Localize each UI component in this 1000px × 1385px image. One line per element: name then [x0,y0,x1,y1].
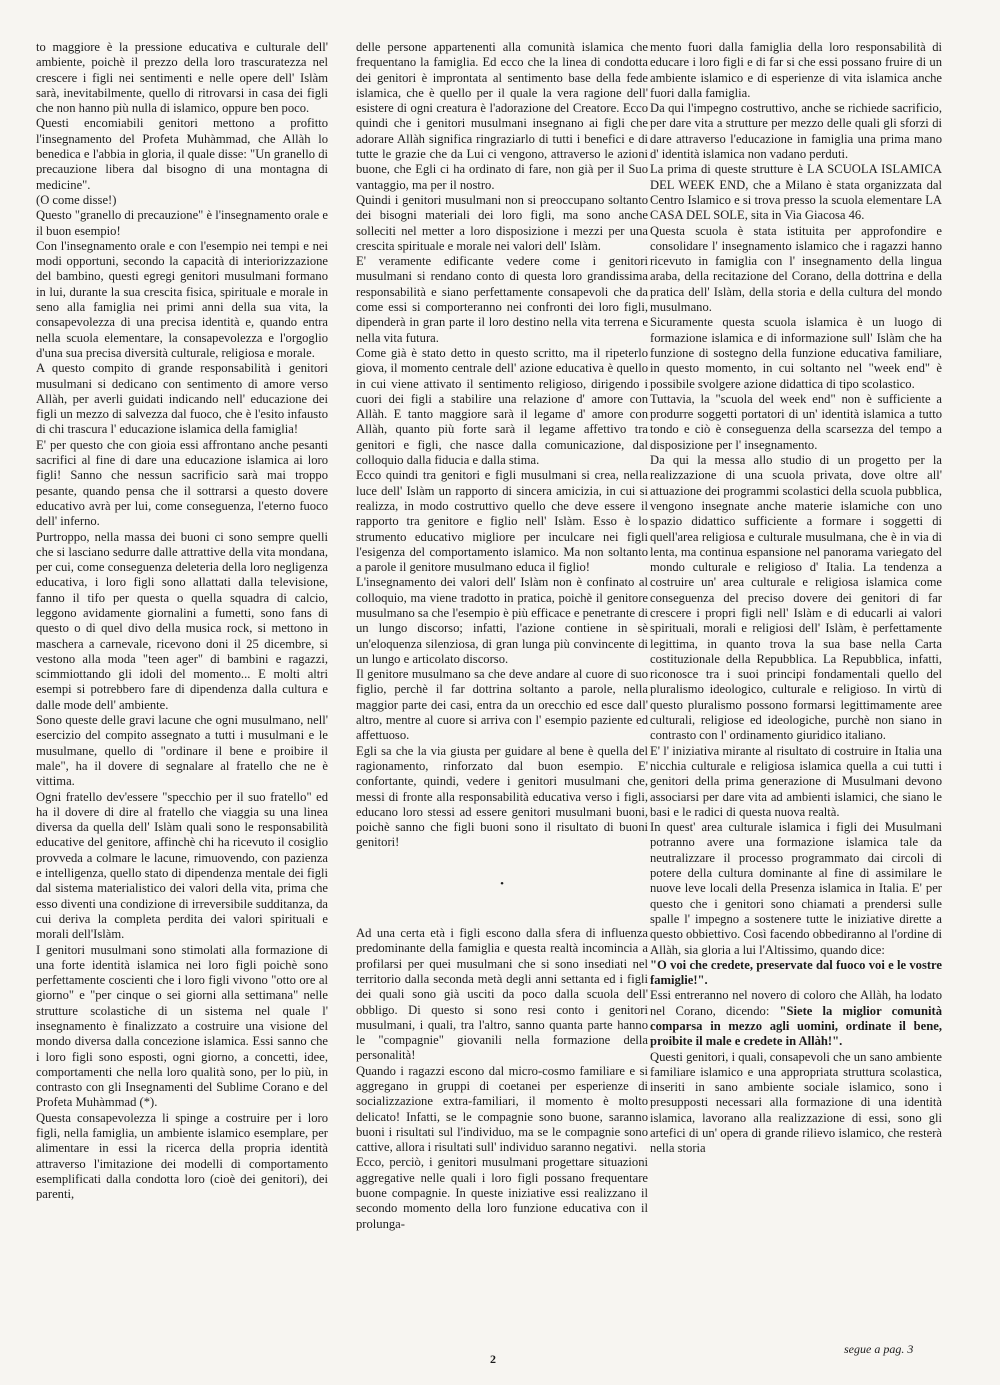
quran-quote-inline: "Siete la miglior comunità comparsa in mezzo agli uomini, ordinate il bene, proibite il male e credete in Allàh!". [650,1003,942,1049]
paragraph: Purtroppo, nella massa dei buoni ci sono sempre quelli che si lasciano sedurre dalle attrattive della vita mondana, per cui, come conseguenza deleteria della loro negligenza educativa, i loro figli sono allattati dalla televisione, fanno il tifo per questa o quella squadra di calcio, leggono avidamente giornalini a fumetti, sono fans di questo o di quel divo della musica rock, si mettono in maschera a carnevale, ricevono doni il 25 dicembre, si vestono alla moda "teen ager" di bambini e ragazzi, scimmiottando gli idoli del momento... E molti altri esempi si potrebbero fare di dipendenza dalla cultura e dalle mode dell' ambiente. [36,529,328,712]
paragraph: (O come disse!) [36,192,117,207]
paragraph: E' per questo che con gioia essi affrontano anche pesanti sacrifici al fine di dare una educazione islamica ai loro figli! Sanno che nessun sacrificio sarà mai troppo pesante, quando pensa che il sottrarsi a questo dovere educativo avrà per lui, come conseguenza, l'eterno fuoco dell' inferno. [36,437,328,529]
paragraph: delle persone appartenenti alla comunità islamica che frequentano la famiglia. Ed ecco che la linea di condotta dei genitori è improntata al sentimento base della fede islamica, che è quello per il quale la vera ragione dell' esistere di ogni creatura è l'adorazione del Creatore. Ecco quindi che i genitori musulmani insegnano ai figli che adorare Allàh significa ringraziarlo di tutti i benefici e di tutte le grazie che da Lui ci vengono, attraverso le azioni buone, che Egli ci ha ordinato di fare, non già per il Suo vantaggio, ma per il nostro. [356,40,648,192]
page-number: 2 [490,1352,496,1366]
paragraph: Ogni fratello dev'essere "specchio per il suo fratello" ed ha il dovere di dire al fratello che viaggia su una linea diversa da quella dell' Islàm quali sono le responsabilità educative del genitore, affinchè chi ha ricevuto il cosiglio provveda a colmare le lacune, rimuovendo, con pazienza e intelligenza, quello stato di dipendenza mentale dei figli dal sistema materialistico dei valori della vita, prima che esso diventi una condizione di irreversibile sudditanza, da cui deriva la completa perdita dei valori spirituali e morali dell'Islàm. [36,789,328,942]
paragraph: Tuttavia, la "scuola del week end" non è sufficiente a produrre soggetti portatori di un' identità islamica a tutto tondo e ciò è conseguenza della scarsezza del tempo a disposizione per l' insegnamento. [650,391,942,452]
quran-quote: "O voi che credete, preservate dal fuoco voi e le vostre famiglie!". [650,957,942,988]
paragraph: Quando i ragazzi escono dal micro-cosmo familiare e si aggregano in gruppi di coetanei per esperienze di socializzazione extra-familiari, il momento è molto delicato! Infatti, se le compagnie sono buone, saranno buoni i risultati sul l'individuo, ma se le compagnie sono cattive, allora i risultati sull' individuo saranno negativi. [356,1063,648,1155]
paragraph: Sicuramente questa scuola islamica è un luogo di formazione islamica e di informazione sull' Islàm che ha funzione di sostegno della funzione educativa familiare, in questo momento, in cui soltanto nel "week end" è possibile svolgere azione didattica di tipo scolastico. [650,315,942,391]
paragraph: La prima di queste strutture è LA SCUOLA ISLAMICA DEL WEEK END, che a Milano è stata organizzata dal Centro Islamico e si trova presso la scuola elementare LA CASA DEL SOLE, sita in Via Giacosa 46. [650,162,942,223]
paragraph: Ad una certa età i figli escono dalla sfera di influenza predominante della famiglia e questa realtà incomincia a profilarsi per quei musulmani che si sono insediati nel territorio dalla seconda metà degli anni settanta ed i figli dei quali sono già usciti da poco dalla scuola dell' obbligo. Di questo si sono resi conto i genitori musulmani, i quali, tra l'altro, sanno quanta parte hanno le "compagnie" giovanili nella formazione della personalità! [356,926,648,1063]
paragraph: A questo compito di grande responsabilità i genitori musulmani si dedicano con sentimento di amore verso Allàh, per averli guidati indicando nell' educazione dei figli un mezzo di salvezza dal fuoco, che è l'esito infausto di chi trascura l' educazione islamica della famiglia! [36,361,328,437]
paragraph: I genitori musulmani sono stimolati alla formazione di una forte identità islamica nei loro figli poichè sono perfettamente coscienti che i loro figli vivono "otto ore al giorno" e "per cinque o sei giorni alla settimana" nelle strutture scolastiche di un sistema nel quale l' insegnamento è finalizzato a costruire una visione del mondo diversa dalla concezione islamica. Essi sanno che i loro figli sono esposti, ogni giorno, a concetti, idee, comportamenti che nella loro qualità sono, per lo più, in contrasto con gli Insegnamenti del Sublime Corano e del Profeta Muhàmmad (*). [36,942,328,1110]
paragraph-text: Essi entreranno nel novero di coloro che Allàh, ha lodato nel Corano, dicendo: [650,988,942,1018]
paragraph: Egli sa che la via giusta per guidare al bene è quella del ragionamento, rinforzato dal buon esempio. E' confortante, quindi, vedere i genitori musulmani che, messi di fronte alla responsabilità educativa verso i figli, educano loro stessi ad essere genitori musulmani buoni, poichè sanno che figli buoni sono il risultato di buoni genitori! [356,743,648,850]
paragraph: Il genitore musulmano sa che deve andare al cuore di suo figlio, perchè il far dottrina soltanto a parole, nella maggior parte dei casi, entra da un orecchio ed esce dall' altro, mentre al cuore si arriva con l' esempio paziente ed affettuoso. [356,667,648,743]
paragraph: to maggiore è la pressione educativa e culturale dell' ambiente, poichè il prezzo della loro trascuratezza nel crescere i figli nei sentimenti e nelle opere dell' Islàm sarà, inevitabilmente, quello di ritrovarsi in casa dei figli che non hanno più nulla di islamico, oppure ben poco. [36,40,328,116]
paragraph: E' veramente edificante vedere come i genitori musulmani si rendano conto di questa loro grandissima responsabilità e siano perfettamente consapevoli che da come essi si comporteranno nei confronti dei loro figli, dipenderà in gran parte il loro destino nella vita terrena e nella vita futura. [356,254,648,345]
paragraph: Sono queste delle gravi lacune che ogni musulmano, nell' esercizio del compito assegnato a tutti i musulmani e le musulmane, quello di "ordinare il bene e proibire il male", ha il dovere di segnalare al fratello che ne è vittima. [36,713,328,789]
paragraph [650,988,942,1049]
paragraph: Questi genitori, i quali, consapevoli che un sano ambiente familiare islamico e una appropriata struttura scolastica, inseriti in sano ambiente sociale islamico, sono i presupposti necessari alla formazione di una identità islamica, lavorano alla realizzazione di essi, sono gli artefici di un' opera di grande rilievo islamico, che resterà nella storia [650,1049,942,1156]
paragraph: Questa scuola è stata istituita per approfondire e consolidare l' insegnamento islamico che i ragazzi hanno ricevuto in famiglia con l' insegnamento della lingua araba, della recitazione del Corano, della dottrina e della pratica dell' Islàm, della storia e della cultura del mondo musulmano. [650,223,942,315]
continued-note: segue a pag. 3 [844,1342,914,1356]
paragraph: Con l'insegnamento orale e con l'esempio nei tempi e nei modi opportuni, secondo la capacità di interiorizzazione del bambino, questi egregi genitori musulmani formano in lui, durante la sua crescita fisica, spirituale e morale in seno alla famiglia nei primi anni della sua vita, la consapevolezza di una precisa identità e, quando entra nella scuola elementare, la consapevolezza e l'orgoglio d'una sua precisa diversità culturale, religiosa e morale. [36,238,328,360]
paragraph: Da qui la messa allo studio di un progetto per la realizzazione di una scuola privata, dove oltre all' attuazione dei programmi scolastici della scuola pubblica, vengono insegnate anche materie islamiche con uno spazio didattico sufficiente a formare i soggetti di quell'area religiosa e culturale musulmana, che è in via di lenta, ma continua espansione nel panorama variegato del mondo culturale e religioso d' Italia. La tendenza a costruire un' area culturale e religiosa islamica come conseguenza del preciso dovere dei genitori di far crescere i propri figli nell' Islàm e di educarli ai valori spirituali, morali e religiosi dell' Islàm, è perfettamente legittima, in quanto trova la sua base nella Carta costituzionale della Repubblica. La Repubblica, infatti, riconosce tra i suoi principi fondamentali quello del pluralismo ideologico, culturale e religioso. In virtù di questo pluralismo possono formarsi legittimamente aree culturali, religiose ed ideologiche, purchè non siano in contrasto con l' ordinamento giuridico italiano. [650,453,943,743]
paragraph: In quest' area culturale islamica i figli dei Musulmani potranno avere una formazione islamica tale da neutralizzare il processo programmato dai circoli di potere della cultura dominante al fine di assimilare le nuove leve locali della Presenza islamica in Italia. E' per questo che i genitori sono chiamati a prendersi sulle spalle l' impegno a sostenere tutte le iniziative dirette a questo obbiettivo. Così facendo obbediranno al l'ordine di Allàh, sia gloria a lui l'Altissimo, quando dice: [650,820,942,957]
paragraph: Questa consapevolezza li spinge a costruire per i loro figli, nella famiglia, un ambiente islamico esemplare, per alimentare in essi la ricerca della propria identità attraverso l'imitazione dei modelli di comportamento esemplificati dalla condotta loro (cioè dei genitori), dei parenti, [36,1110,328,1202]
paragraph: Questo "granello di precauzione" è l'insegnamento orale e il buon esempio! [36,208,328,238]
paragraph: Quindi i genitori musulmani non si preoccupano soltanto dei bisogni materiali dei loro figli, ma sono anche solleciti nel metter a loro disposizione i mezzi per una crescita spirituale e morale nei valori dell' Islàm. [356,192,648,253]
paragraph: L'insegnamento dei valori dell' Islàm non è confinato al colloquio, ma viene tradotto in pratica, poichè il genitore musulmano sa che l'esempio è più efficace e penetrante di un lungo discorso; infatti, l'azione contiene in sè un'eloquenza silenziosa, di gran lunga più convincente di un lungo e articolato discorso. [356,575,648,666]
paragraph: mento fuori dalla famiglia della loro responsabilità di educare i loro figli e di far si che essi possano fruire di un ambiente islamico e di esperienze di vita islamica anche fuori dalla famiglia. [650,40,942,100]
paragraph: Come già è stato detto in questo scritto, ma il ripeterlo giova, il momento centrale dell' azione educativa è quello in cui viene attivato il sentimento religioso, dirigendo i cuori dei figli a stabilire una relazione d' amore con Allàh. E tanto maggiore sarà il legame d' amore con Allàh, quanto più forte sarà il legame affettivo tra genitori e figli, che nasce dalla comunicazione, dal colloquio dalla fiducia e dalla stima. [356,345,648,468]
column-3 [650,40,942,1157]
column-1 [36,40,328,1203]
paragraph: Ecco, perciò, i genitori musulmani progettare situazioni aggregative nelle quali i loro figli possano frequentare buone compagnie. In queste iniziative essi realizzano il secondo momento della loro funzione educativa con il prolunga- [356,1155,648,1231]
paragraph: Da qui l'impegno costruttivo, anche se richiede sacrificio, per dare vita a strutture per mezzo delle quali gli sforzi di dare attraverso l'educazione in famiglia una prima mano d' identità islamica non vadano perduti. [650,101,942,162]
paragraph: E' l' iniziativa mirante al risultato di costruire in Italia una nicchia culturale e religiosa islamica quella a cui tutti i genitori della prima generazione di Musulmani devono associarsi per dare vita ad ambienti islamici, che siano le basi e le radici di questa nuova realtà. [650,743,942,819]
section-separator: • [500,877,504,890]
column-2 [356,40,648,1232]
paragraph: Ecco quindi tra genitori e figli musulmani si crea, nella luce dell' Islàm un rapporto di sincera amicizia, in cui si realizza, in modo costruttivo quello che deve essere il rapporto tra genitore e figlio nell' Islàm. Esso è lo strumento educativo migliore per inculcare nei figli l'esigenza del comportamento islamico. Ma non soltanto a parole il genitore musulmano educa il figlio! [356,468,648,575]
paragraph: Questi encomiabili genitori mettono a profitto l'insegnamento del Profeta Muhàmmad, che Allàh lo benedica e l'abbia in gloria, il quale disse: "Un granello di precauzione libera dal bisogno di una montagna di medicine". [36,116,328,192]
